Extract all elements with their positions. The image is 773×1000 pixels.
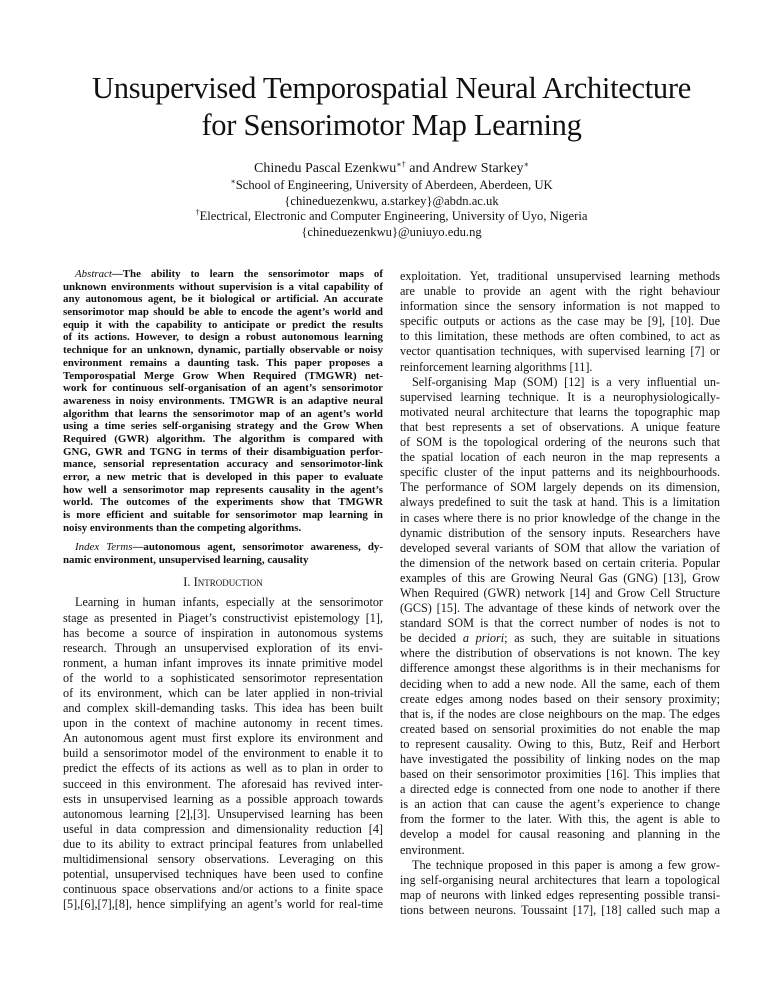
text-line [63, 357, 383, 370]
text-line [63, 268, 383, 281]
text-segment: (GCS) [15]. The advantage of these kinds of network over the [400, 601, 720, 616]
text-segment: useful in data compression and dimensionality reduction [4] [63, 821, 383, 836]
right-column [400, 269, 720, 918]
text-segment: to represent causality. Owing to this, Butz, Reif and Herbort [400, 736, 720, 751]
text-line [400, 314, 720, 329]
text-segment: ; as such, they are suitable in situations [504, 631, 720, 646]
text-segment: work for continuous self-organisation of an agent’s sensorimotor [63, 382, 383, 395]
text-line [63, 446, 383, 459]
text-segment: any autonomous agent, be it biological or artificial. An accurate [63, 293, 383, 306]
text-segment: research. Through an unsupervised exploration of its envi- [63, 640, 383, 655]
text-line [400, 616, 720, 631]
text-line [400, 843, 720, 858]
text-segment: Required (GWR) algorithm. The algorithm is compared with [63, 432, 383, 445]
text-line [63, 471, 383, 484]
text-segment: namic environment, unsupervised learning, causality [63, 554, 309, 567]
text-line [400, 873, 720, 888]
text-line [400, 767, 720, 782]
text-line [63, 686, 383, 701]
text-line [400, 888, 720, 903]
text-line [400, 601, 720, 616]
text-segment: unknown environments without supervision is a vital capability of [63, 280, 383, 293]
text-segment: [5],[6],[7],[8], hence simplifying an agent’s world for real-time [63, 897, 383, 912]
text-line [63, 822, 383, 837]
text-segment: upon in the context of machine autonomy in recent times. [63, 716, 383, 731]
text-segment: in cases where there is no prior knowledge of the change in the [400, 510, 720, 525]
text-segment: developed several variants of SOM that allow the variation of [400, 540, 720, 555]
text-line [63, 395, 383, 408]
text-line [400, 571, 720, 586]
author-marks: ∗† [396, 160, 406, 169]
text-line [63, 408, 383, 421]
text-segment: build a sensorimotor model of the environment to enable it to [63, 746, 383, 761]
text-segment: environment remains a daunting task. This paper proposes a [63, 356, 383, 369]
text-segment: Temporospatial Merge Grow When Required (TMGWR) net- [63, 369, 383, 382]
text-segment: tions between neurons. Toussaint [17], [18] called such map a [400, 902, 720, 917]
text-segment: difference amongst these algorithms is in their mechanisms for [400, 661, 720, 676]
text-line [400, 495, 720, 510]
text-segment: information since the sensory information is not mapped to [400, 299, 720, 314]
text-line [63, 433, 383, 446]
text-segment: of SOM is the topological ordering of the neurons such that [400, 435, 720, 450]
text-line [63, 716, 383, 731]
text-line [400, 812, 720, 827]
text-line [63, 761, 383, 776]
index-terms [63, 541, 383, 567]
text-segment: specific outputs or actions as the case may be [9], [10]. Due [400, 314, 720, 329]
text-line [400, 541, 720, 556]
text-segment: of its actions. However, to design a robust autonomous learning [63, 331, 383, 344]
affiliation [0, 209, 773, 225]
text-line [400, 465, 720, 480]
affiliation-mark: † [195, 208, 200, 218]
left-column [63, 268, 383, 912]
text-segment: to this limitation, these methods are often combined, to act as [400, 329, 720, 344]
text-line [63, 496, 383, 509]
affiliation-mark: ∗ [230, 177, 236, 186]
text-segment: motivated neural architecture that learns the topographic map [400, 404, 720, 419]
text-segment: sensorimotor map should be able to encode the agent’s world and [63, 306, 383, 319]
body-text [400, 269, 720, 918]
text-segment: error, a new metric that is developed in this paper to evaluate [63, 471, 383, 483]
text-segment: created based on sensorial proximities do not enable the map [400, 721, 720, 736]
text-line [400, 722, 720, 737]
text-line [63, 701, 383, 716]
text-segment: how well a sensorimotor map represents causality in the agent’s [63, 483, 383, 496]
text-line [400, 375, 720, 390]
text-segment: is more efficient and suitable for sensorimotor map learning in [63, 509, 383, 522]
text-segment: predict the effects of its actions as well as to plan in order to [63, 761, 383, 776]
author-name: Andrew Starkey [432, 161, 524, 176]
text-line [400, 556, 720, 571]
text-segment: a directed edge is connected from one node to another if there [400, 782, 720, 797]
text-line [63, 882, 383, 897]
text-line [63, 792, 383, 807]
text-segment: stage as presented in Piaget’s constructivist epistemology [1], [63, 610, 383, 625]
text-line [400, 284, 720, 299]
text-segment: using a time series self-organising strategy and the Grow When [63, 420, 383, 433]
text-segment: mance, sensorial representation accuracy and sensorimotor-link [63, 458, 383, 471]
affiliation [0, 178, 773, 194]
text-line [63, 370, 383, 383]
text-segment: When Required (GWR) network [14] and Grow Cell Structure [400, 585, 720, 600]
text-line [400, 631, 720, 646]
text-segment: noisy environments than the competing algorithms. [63, 521, 302, 534]
text-line [400, 360, 720, 375]
text-line [63, 867, 383, 882]
text-segment: always predefined to suit the task at hand. This is a limitation [400, 495, 720, 510]
text-line [400, 692, 720, 707]
text-line [63, 595, 383, 610]
text-line [63, 522, 383, 535]
text-line [400, 420, 720, 435]
text-line [63, 306, 383, 319]
text-line [63, 626, 383, 641]
text-line [63, 731, 383, 746]
text-line [63, 777, 383, 792]
text-line [400, 707, 720, 722]
text-segment: —The ability to learn the sensorimotor maps of [111, 268, 383, 280]
text-segment: develop a model for causal reasoning and planning in the [400, 827, 720, 842]
text-line [400, 450, 720, 465]
text-segment: due to its ability to extract principal features from unlabelled [63, 836, 383, 851]
body-text [63, 595, 383, 912]
text-segment: that is, if the nodes are close neighbours on the map. The edges [400, 706, 720, 721]
text-line [400, 903, 720, 918]
text-line [400, 661, 720, 676]
text-line [63, 611, 383, 626]
text-segment: supervised learning technique. It is a neurophysiologically- [400, 389, 720, 404]
text-line [63, 656, 383, 671]
section-heading [63, 575, 383, 590]
text-segment: environment. [400, 842, 465, 857]
text-segment: exploitation. Yet, traditional unsupervised learning methods [400, 269, 720, 283]
text-segment: examples of this are Growing Neural Gas (GNG) [13], Grow [400, 570, 720, 585]
paper-title [0, 70, 773, 144]
text-segment: be decided [400, 631, 463, 646]
text-segment: create edges among nodes based on their sensory proximity; [400, 691, 720, 706]
text-segment: has become a source of inspiration in autonomous systems [63, 625, 383, 640]
text-segment: potential, unsupervised techniques have been used to confine [63, 867, 383, 882]
text-line [400, 737, 720, 752]
text-line [63, 484, 383, 497]
text-segment: Learning in human infants, especially at the sensorimotor [75, 595, 383, 610]
text-segment: based on their sensorimotor proximities [16]. This implies that [400, 767, 720, 782]
text-segment: Self-organising Map (SOM) [12] is a very influential un- [412, 374, 720, 389]
text-line [63, 509, 383, 522]
text-line [400, 646, 720, 661]
text-line [63, 382, 383, 395]
author-block [0, 160, 773, 240]
text-line [63, 293, 383, 306]
text-segment: standard SOM is that the correct number of nodes is not to [400, 616, 720, 631]
text-line [400, 858, 720, 873]
text-segment: multidimensional sensory observations. Leveraging on this [63, 852, 383, 867]
text-line [63, 897, 383, 912]
text-line [400, 782, 720, 797]
text-segment: dynamic distribution of the sensory inputs. Researchers have [400, 525, 720, 540]
text-line [63, 458, 383, 471]
text-line [63, 554, 383, 567]
text-line [63, 319, 383, 332]
text-line [400, 405, 720, 420]
text-line [63, 331, 383, 344]
section-number: I. [183, 575, 194, 590]
email: {chineduezenkwu, a.starkey}@abdn.ac.uk [284, 193, 499, 208]
affiliation-text: School of Engineering, University of Aberdeen, Aberdeen, UK [235, 178, 553, 192]
text-segment: and complex skill-demanding tasks. This idea has been built [63, 701, 383, 716]
text-line [400, 329, 720, 344]
author-and: and [405, 161, 433, 176]
text-segment: where the distribution of observations is not known. The key [400, 646, 720, 661]
text-segment: ing self-organising neural architectures that learn a topological [400, 872, 720, 887]
text-line [63, 344, 383, 357]
text-segment: the dimension of the network based on certain criteria. Popular [400, 555, 720, 570]
text-line [400, 390, 720, 405]
text-segment: technique for an unknown, dynamic, partially observable or noisy [63, 344, 383, 357]
text-segment: deciding when to add a new node. All the same, each of them [400, 676, 720, 691]
affiliation-text: Electrical, Electronic and Computer Engineering, University of Uyo, Nigeria [199, 209, 588, 224]
email: {chineduezenkwu}@uniuyo.edu.ng [301, 224, 482, 239]
text-line [400, 797, 720, 812]
text-line [63, 541, 383, 554]
section-title: Introduction [193, 575, 263, 590]
text-line [63, 671, 383, 686]
text-segment: of its environment, which can be later applied in non-trivial [63, 686, 383, 700]
text-segment: succeed in this environment. The aforesaid has revived inter- [63, 776, 383, 791]
text-line [63, 807, 383, 822]
text-line [400, 677, 720, 692]
text-segment: vector quantisation techniques, with supervised learning [7] or [400, 344, 720, 359]
text-line [400, 480, 720, 495]
text-line [400, 511, 720, 526]
text-segment: continuous space observations and/or actions to a finite space [63, 882, 383, 897]
label: Abstract [75, 268, 112, 280]
text-segment: reinforcement learning algorithms [11]. [400, 359, 593, 374]
text-segment: specific cluster of the input patterns and its neighbourhoods. [400, 465, 720, 480]
label: Index Terms [75, 541, 133, 554]
text-segment: is an action that can cause the agent’s experience to change [400, 797, 720, 812]
text-segment: ests in unsupervised learning as a possible approach towards [63, 791, 383, 806]
text-segment: world. The outcomes of the experiments show that TMGWR [63, 496, 383, 509]
text-segment: —autonomous agent, sensorimotor awareness, dy- [132, 541, 383, 554]
text-segment: algorithm that learns the sensorimotor map of an agent’s world [63, 407, 383, 420]
text-segment: equip it with the capability to anticipate or predict the results [63, 318, 383, 331]
text-line [63, 420, 383, 433]
text-line [400, 435, 720, 450]
text-line [63, 837, 383, 852]
author-names [0, 160, 773, 178]
text-line [400, 827, 720, 842]
text-segment: map of neurons with linked edges representing possible transi- [400, 887, 720, 902]
text-segment: have investigated the possibility of linking nodes on the map [400, 752, 720, 766]
text-segment: GNG, GWR and TGNG in terms of their disambiguation perfor- [63, 445, 383, 458]
text-segment: from the former to the later. With this, the agent is able to [400, 812, 720, 827]
text-line [63, 746, 383, 761]
text-line [63, 852, 383, 867]
text-segment: An autonomous agent must first explore its environment and [63, 731, 383, 746]
text-line [400, 752, 720, 767]
abstract [63, 268, 383, 534]
italic-text: a priori [462, 631, 505, 646]
author-marks: ∗ [523, 160, 529, 169]
text-line [63, 281, 383, 294]
text-segment: are unable to provide an agent with the right behaviour [400, 284, 720, 299]
title-line: for Sensorimotor Map Learning [201, 108, 582, 142]
text-line [400, 269, 720, 284]
text-segment: awareness in noisy environments. TMGWR is an adaptive neural [63, 394, 383, 407]
author-name: Chinedu Pascal Ezenkwu [254, 161, 397, 176]
text-segment: autonomous learning [2],[3]. Unsupervised learning has been [63, 806, 383, 821]
text-segment: ronment, a human infant improves its innate primitive model [63, 655, 383, 670]
text-segment: The technique proposed in this paper is among a few grow- [412, 857, 720, 872]
text-segment: of the world to a sophisticated sensorimotor representation [63, 670, 383, 685]
text-line [400, 526, 720, 541]
title-line: Unsupervised Temporospatial Neural Architecture [92, 71, 691, 105]
text-segment: that best represents a set of observations. A unique feature [400, 419, 720, 434]
text-line [400, 344, 720, 359]
text-line [400, 299, 720, 314]
text-line [63, 641, 383, 656]
text-segment: The performance of SOM largely depends on its dimension, [400, 480, 720, 495]
text-line [400, 586, 720, 601]
text-segment: the spatial location of each neuron in the map represents a [400, 450, 720, 465]
